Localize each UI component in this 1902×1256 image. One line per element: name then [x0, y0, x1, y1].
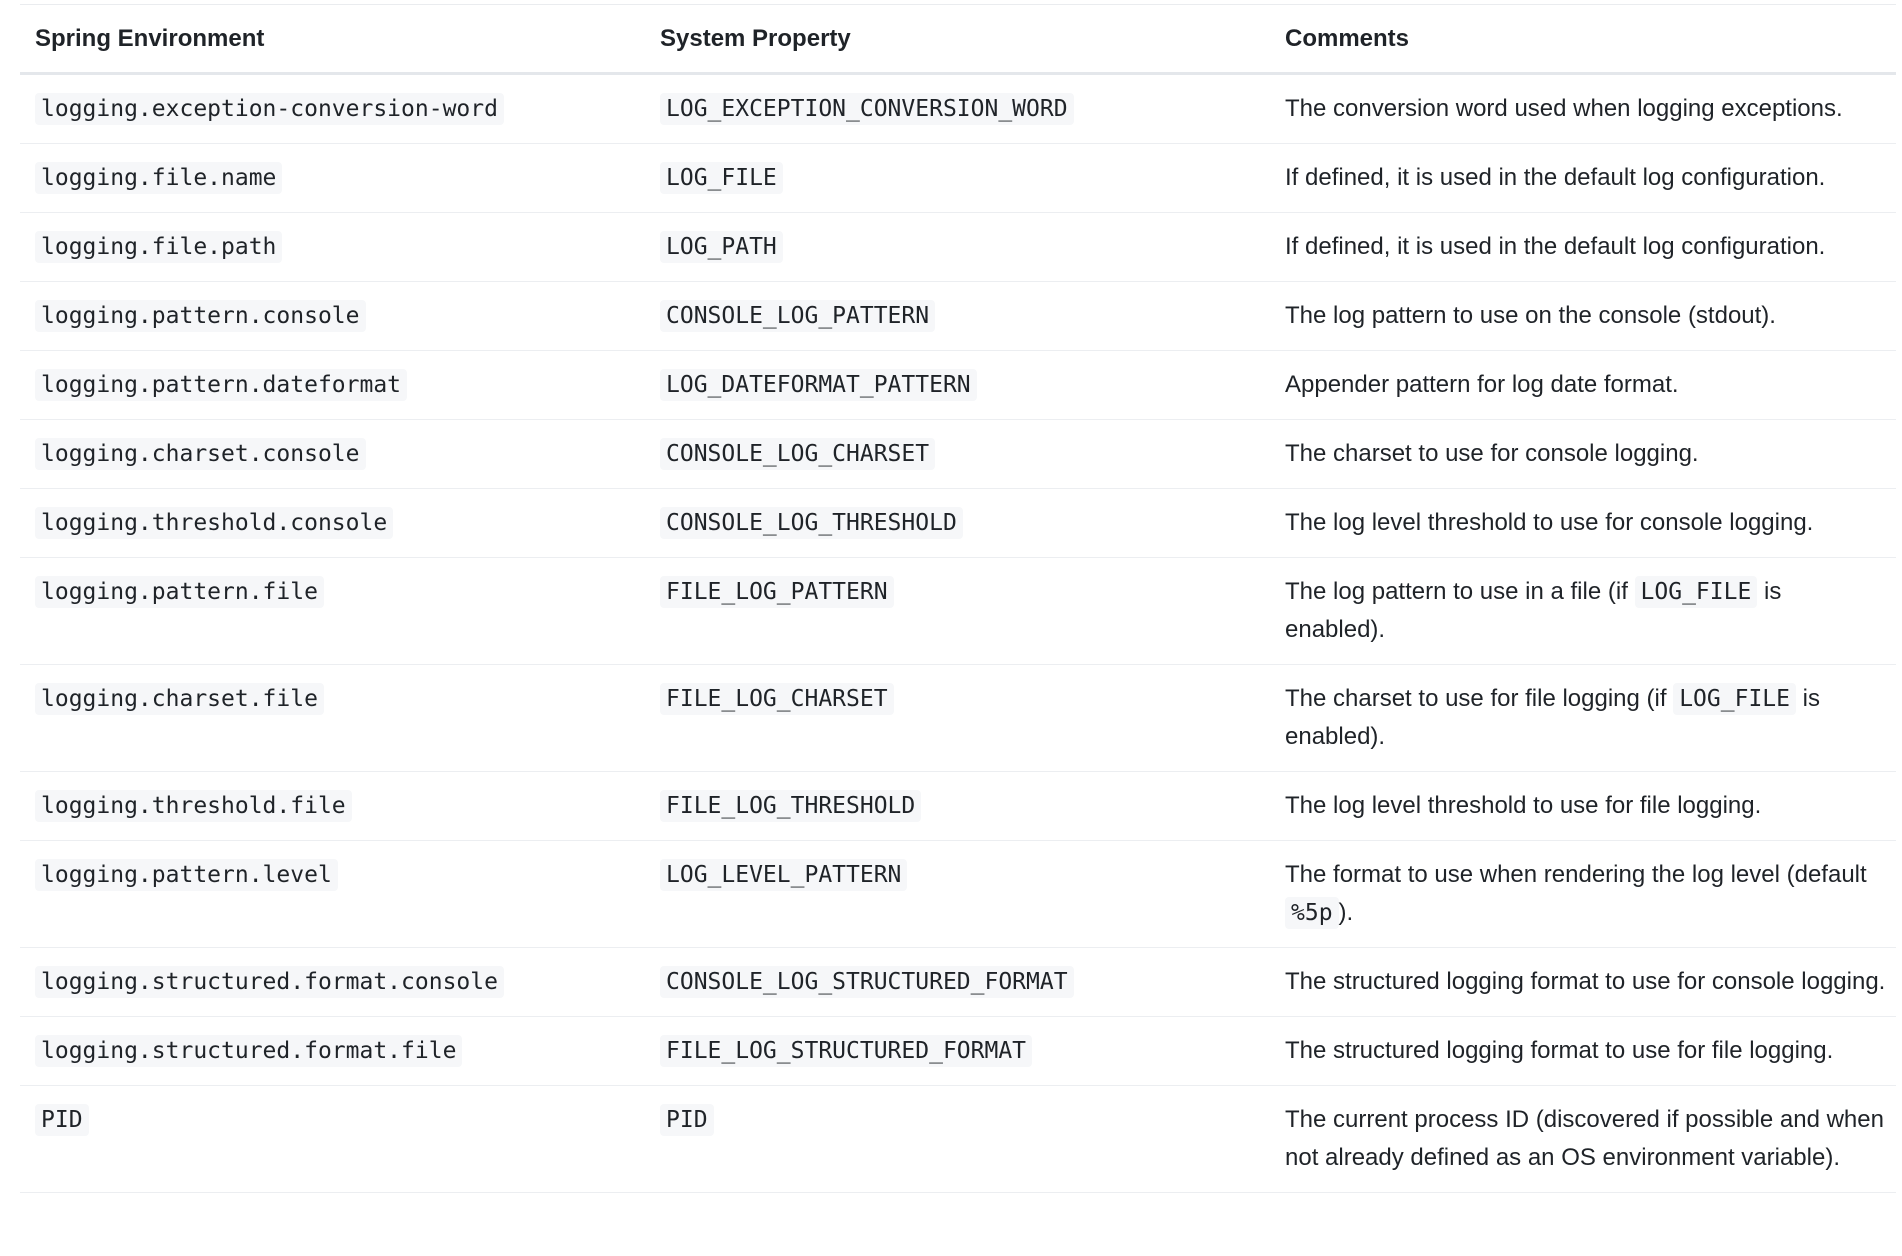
spring-environment-cell	[20, 772, 645, 841]
system-property-cell	[645, 213, 1270, 282]
spring-environment-cell	[20, 74, 645, 144]
spring-environment-cell	[20, 282, 645, 351]
system-property-code: LOG_EXCEPTION_CONVERSION_WORD	[660, 93, 1074, 125]
header-spring-environment: Spring Environment	[20, 5, 645, 74]
system-property-cell	[645, 351, 1270, 420]
system-property-code: CONSOLE_LOG_CHARSET	[660, 438, 935, 470]
comment-cell	[1270, 841, 1896, 948]
system-property-cell	[645, 282, 1270, 351]
spring-environment-cell	[20, 420, 645, 489]
table-row	[20, 558, 1896, 665]
system-property-code: FILE_LOG_THRESHOLD	[660, 790, 921, 822]
comment-cell	[1270, 1086, 1896, 1193]
comment-text: The log level threshold to use for console logging.	[1285, 509, 1814, 536]
spring-environment-code: logging.pattern.file	[35, 576, 324, 608]
spring-environment-cell	[20, 144, 645, 213]
spring-environment-cell	[20, 841, 645, 948]
comment-text: The structured logging format to use for file logging.	[1285, 1037, 1834, 1064]
comment-cell	[1270, 282, 1896, 351]
system-property-code: LOG_FILE	[660, 162, 783, 194]
spring-environment-cell	[20, 489, 645, 558]
comment-text: The log pattern to use on the console (stdout).	[1285, 302, 1776, 329]
system-property-code: FILE_LOG_CHARSET	[660, 683, 894, 715]
table-header-row	[20, 5, 1896, 74]
comment-cell	[1270, 1017, 1896, 1086]
table-row	[20, 144, 1896, 213]
comment-text: If defined, it is used in the default log configuration.	[1285, 233, 1826, 260]
system-property-cell	[645, 144, 1270, 213]
comment-text: The charset to use for file logging (if	[1285, 685, 1674, 712]
spring-environment-cell	[20, 948, 645, 1017]
spring-environment-code: logging.exception-conversion-word	[35, 93, 504, 125]
system-property-cell	[645, 665, 1270, 772]
system-property-code: LOG_PATH	[660, 231, 783, 263]
spring-environment-code: logging.charset.file	[35, 683, 324, 715]
comment-cell	[1270, 665, 1896, 772]
comment-cell	[1270, 948, 1896, 1017]
comment-cell	[1270, 74, 1896, 144]
table-body	[20, 74, 1896, 1193]
system-property-cell	[645, 772, 1270, 841]
table-row	[20, 1017, 1896, 1086]
comment-text: is enabled).	[1285, 578, 1782, 643]
comment-inline-code: %5p	[1285, 897, 1339, 929]
system-property-code: LOG_LEVEL_PATTERN	[660, 859, 907, 891]
table-row	[20, 1086, 1896, 1193]
spring-environment-cell	[20, 1017, 645, 1086]
comment-text: ).	[1338, 899, 1354, 926]
table-row	[20, 772, 1896, 841]
header-comments: Comments	[1270, 5, 1896, 74]
spring-environment-code: logging.structured.format.file	[35, 1035, 462, 1067]
table-row	[20, 351, 1896, 420]
comment-text: The current process ID (discovered if possible and when not already defined as an OS environment variable).	[1285, 1106, 1884, 1171]
comment-cell	[1270, 772, 1896, 841]
table-row	[20, 948, 1896, 1017]
spring-environment-code: logging.structured.format.console	[35, 966, 504, 998]
comment-text: The log pattern to use in a file (if	[1285, 578, 1635, 605]
spring-environment-cell	[20, 558, 645, 665]
system-property-code: CONSOLE_LOG_PATTERN	[660, 300, 935, 332]
comment-cell	[1270, 420, 1896, 489]
spring-environment-code: logging.file.path	[35, 231, 282, 263]
comment-text: The conversion word used when logging exceptions.	[1285, 95, 1843, 122]
table-row	[20, 665, 1896, 772]
system-property-code: FILE_LOG_STRUCTURED_FORMAT	[660, 1035, 1032, 1067]
system-property-cell	[645, 948, 1270, 1017]
spring-environment-code: logging.charset.console	[35, 438, 366, 470]
comment-text: The log level threshold to use for file logging.	[1285, 792, 1762, 819]
table-row	[20, 841, 1896, 948]
system-property-cell	[645, 1017, 1270, 1086]
system-property-cell	[645, 1086, 1270, 1193]
comment-inline-code: LOG_FILE	[1635, 576, 1758, 608]
spring-environment-cell	[20, 351, 645, 420]
header-system-property: System Property	[645, 5, 1270, 74]
comment-cell	[1270, 144, 1896, 213]
system-property-cell	[645, 420, 1270, 489]
spring-environment-code: logging.threshold.console	[35, 507, 393, 539]
system-property-cell	[645, 558, 1270, 665]
table-row	[20, 420, 1896, 489]
comment-text: The format to use when rendering the log level (default	[1285, 861, 1867, 888]
spring-environment-code: logging.pattern.console	[35, 300, 366, 332]
table-row	[20, 213, 1896, 282]
system-property-code: LOG_DATEFORMAT_PATTERN	[660, 369, 977, 401]
comment-text: Appender pattern for log date format.	[1285, 371, 1679, 398]
comment-cell	[1270, 213, 1896, 282]
comment-cell	[1270, 351, 1896, 420]
system-property-cell	[645, 74, 1270, 144]
comment-cell	[1270, 558, 1896, 665]
comment-text: The charset to use for console logging.	[1285, 440, 1699, 467]
system-property-code: CONSOLE_LOG_STRUCTURED_FORMAT	[660, 966, 1074, 998]
table-row	[20, 489, 1896, 558]
table-row	[20, 74, 1896, 144]
spring-environment-code: logging.pattern.dateformat	[35, 369, 407, 401]
comment-text: is enabled).	[1285, 685, 1820, 750]
spring-environment-cell	[20, 665, 645, 772]
logging-properties-table	[20, 5, 1896, 1193]
spring-environment-code: logging.threshold.file	[35, 790, 352, 822]
table-row	[20, 282, 1896, 351]
spring-environment-code: PID	[35, 1104, 89, 1136]
comment-text: The structured logging format to use for console logging.	[1285, 968, 1886, 995]
spring-environment-cell	[20, 213, 645, 282]
system-property-cell	[645, 489, 1270, 558]
comment-inline-code: LOG_FILE	[1673, 683, 1796, 715]
spring-environment-code: logging.pattern.level	[35, 859, 338, 891]
system-property-code: PID	[660, 1104, 714, 1136]
system-property-cell	[645, 841, 1270, 948]
spring-environment-cell	[20, 1086, 645, 1193]
comment-cell	[1270, 489, 1896, 558]
comment-text: If defined, it is used in the default log configuration.	[1285, 164, 1826, 191]
spring-environment-code: logging.file.name	[35, 162, 282, 194]
logging-properties-table-container	[20, 4, 1896, 1193]
system-property-code: FILE_LOG_PATTERN	[660, 576, 894, 608]
system-property-code: CONSOLE_LOG_THRESHOLD	[660, 507, 963, 539]
